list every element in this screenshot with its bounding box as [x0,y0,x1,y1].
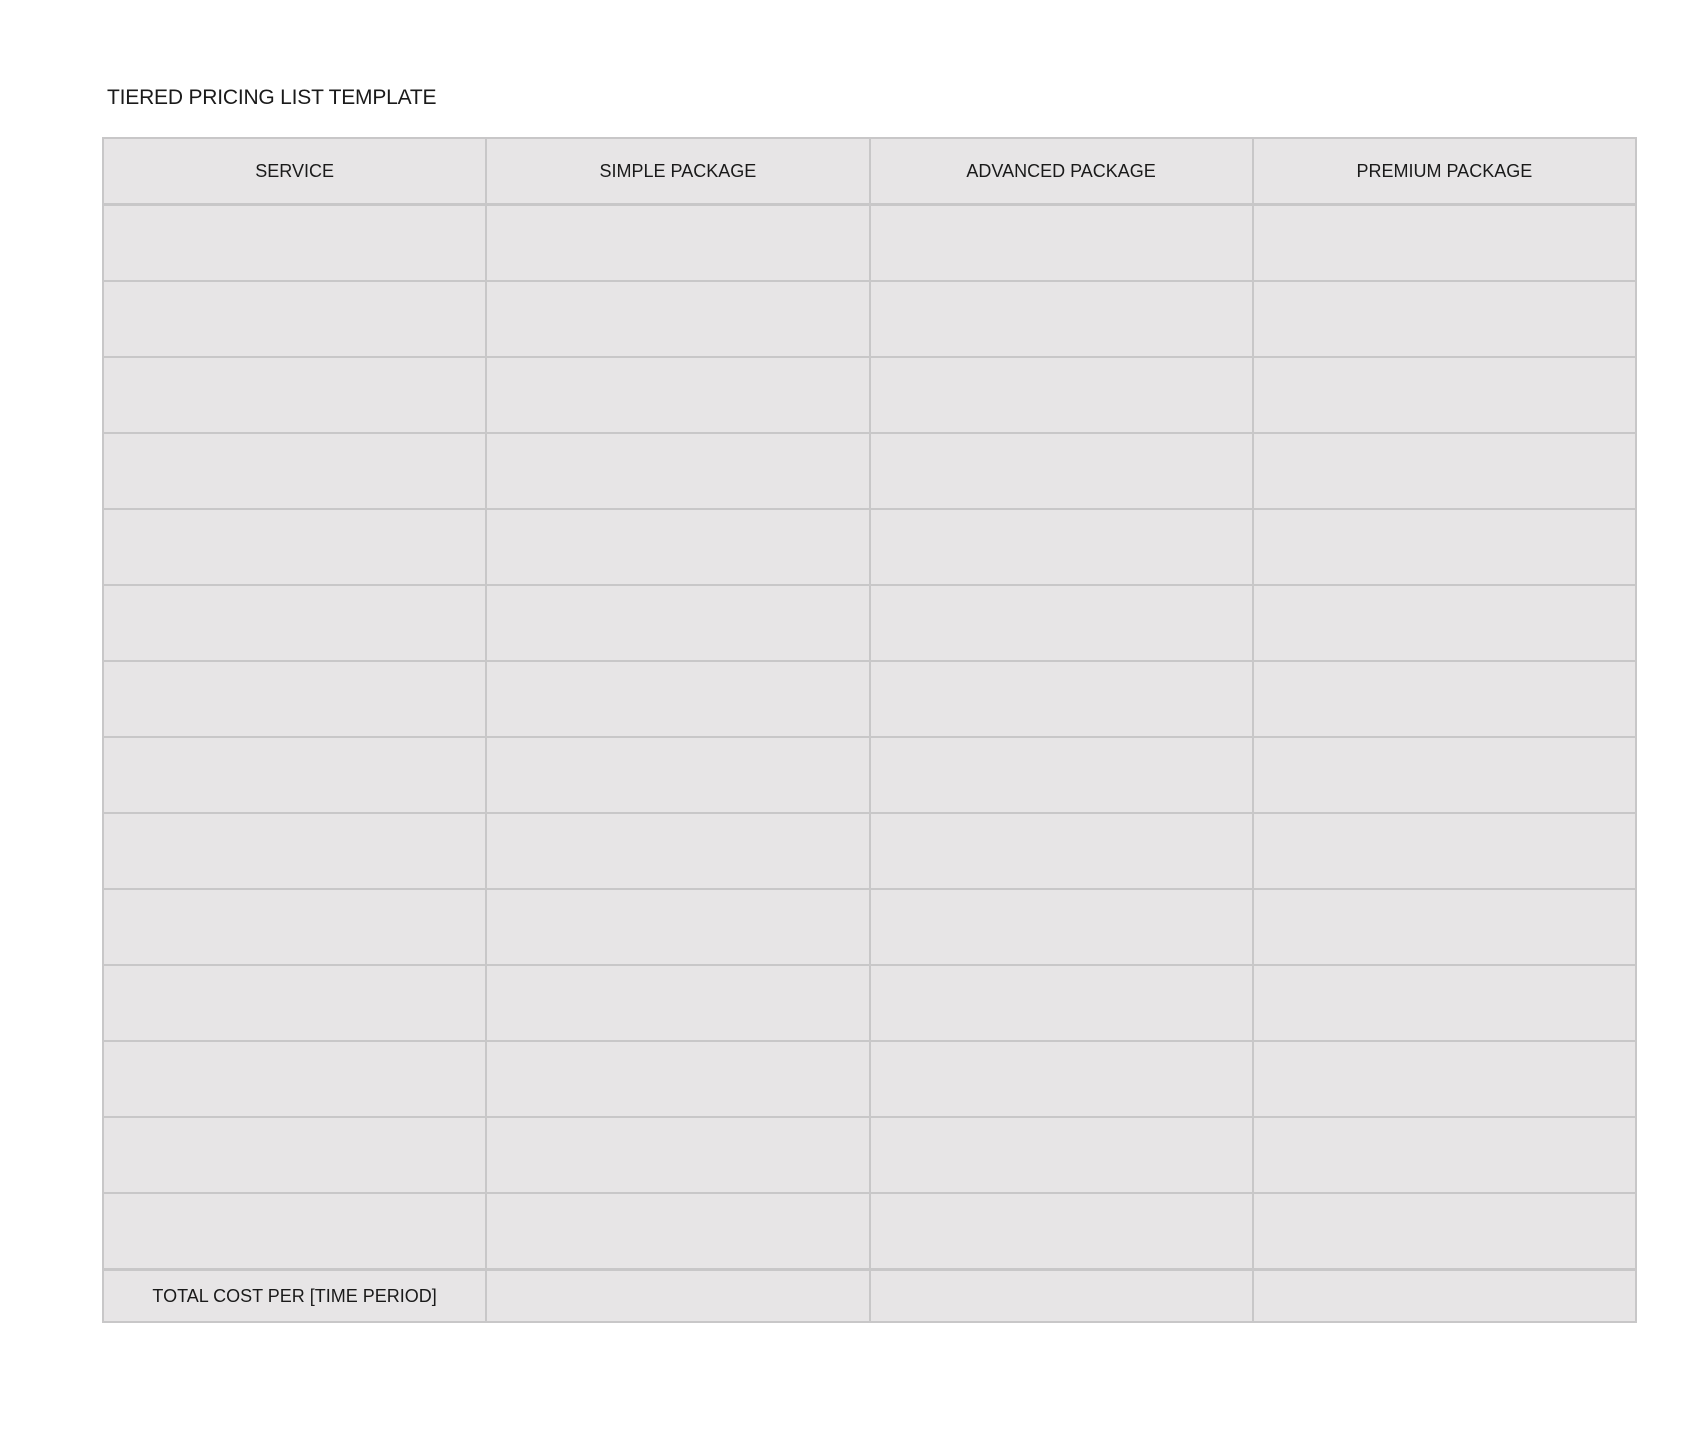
total-row [103,1270,1636,1323]
cell-simple[interactable] [486,965,869,1041]
cell-advanced[interactable] [870,1193,1253,1270]
cell-simple[interactable] [486,1041,869,1117]
cell-simple[interactable] [486,509,869,585]
cell-premium[interactable] [1253,737,1636,813]
cell-service[interactable] [103,1117,486,1193]
cell-advanced[interactable] [870,965,1253,1041]
pricing-table [102,137,1637,1323]
cell-advanced[interactable] [870,1041,1253,1117]
cell-premium[interactable] [1253,889,1636,965]
cell-service[interactable] [103,1193,486,1270]
cell-advanced[interactable] [870,661,1253,737]
cell-advanced[interactable] [870,281,1253,357]
table-row [103,1041,1636,1117]
total-advanced-cell[interactable] [870,1270,1253,1323]
cell-simple[interactable] [486,1193,869,1270]
header-advanced-package: ADVANCED PACKAGE [870,138,1253,205]
document-title: TIERED PRICING LIST TEMPLATE [107,86,437,109]
total-simple-cell[interactable] [486,1270,869,1323]
table-body [103,205,1636,1323]
cell-simple[interactable] [486,357,869,433]
cell-service[interactable] [103,1041,486,1117]
cell-service[interactable] [103,509,486,585]
table-row [103,813,1636,889]
cell-premium[interactable] [1253,205,1636,282]
cell-advanced[interactable] [870,433,1253,509]
cell-premium[interactable] [1253,813,1636,889]
header-simple-package: SIMPLE PACKAGE [486,138,869,205]
table-row [103,737,1636,813]
cell-advanced[interactable] [870,509,1253,585]
cell-service[interactable] [103,281,486,357]
cell-premium[interactable] [1253,1041,1636,1117]
table-row [103,509,1636,585]
table-row [103,1193,1636,1270]
header-premium-package: PREMIUM PACKAGE [1253,138,1636,205]
cell-simple[interactable] [486,661,869,737]
cell-advanced[interactable] [870,889,1253,965]
table-row [103,357,1636,433]
cell-premium[interactable] [1253,965,1636,1041]
cell-advanced[interactable] [870,1117,1253,1193]
table-row [103,1117,1636,1193]
table-header [103,138,1636,205]
table-row [103,281,1636,357]
cell-simple[interactable] [486,737,869,813]
cell-advanced[interactable] [870,737,1253,813]
cell-advanced[interactable] [870,813,1253,889]
cell-service[interactable] [103,661,486,737]
table-row [103,889,1636,965]
cell-simple[interactable] [486,205,869,282]
total-label: TOTAL COST PER [TIME PERIOD] [103,1270,486,1323]
cell-premium[interactable] [1253,357,1636,433]
cell-simple[interactable] [486,433,869,509]
cell-premium[interactable] [1253,1117,1636,1193]
cell-premium[interactable] [1253,585,1636,661]
cell-service[interactable] [103,737,486,813]
cell-premium[interactable] [1253,281,1636,357]
cell-advanced[interactable] [870,205,1253,282]
cell-advanced[interactable] [870,357,1253,433]
cell-advanced[interactable] [870,585,1253,661]
cell-premium[interactable] [1253,433,1636,509]
cell-service[interactable] [103,357,486,433]
table-row [103,585,1636,661]
cell-premium[interactable] [1253,1193,1636,1270]
cell-premium[interactable] [1253,661,1636,737]
header-service: SERVICE [103,138,486,205]
cell-simple[interactable] [486,813,869,889]
cell-service[interactable] [103,433,486,509]
cell-simple[interactable] [486,1117,869,1193]
cell-service[interactable] [103,889,486,965]
table-row [103,205,1636,282]
cell-simple[interactable] [486,889,869,965]
table-row [103,661,1636,737]
total-premium-cell[interactable] [1253,1270,1636,1323]
cell-service[interactable] [103,205,486,282]
cell-service[interactable] [103,585,486,661]
header-row [103,138,1636,205]
cell-premium[interactable] [1253,509,1636,585]
cell-service[interactable] [103,965,486,1041]
cell-simple[interactable] [486,585,869,661]
table-row [103,965,1636,1041]
cell-simple[interactable] [486,281,869,357]
cell-service[interactable] [103,813,486,889]
table-row [103,433,1636,509]
